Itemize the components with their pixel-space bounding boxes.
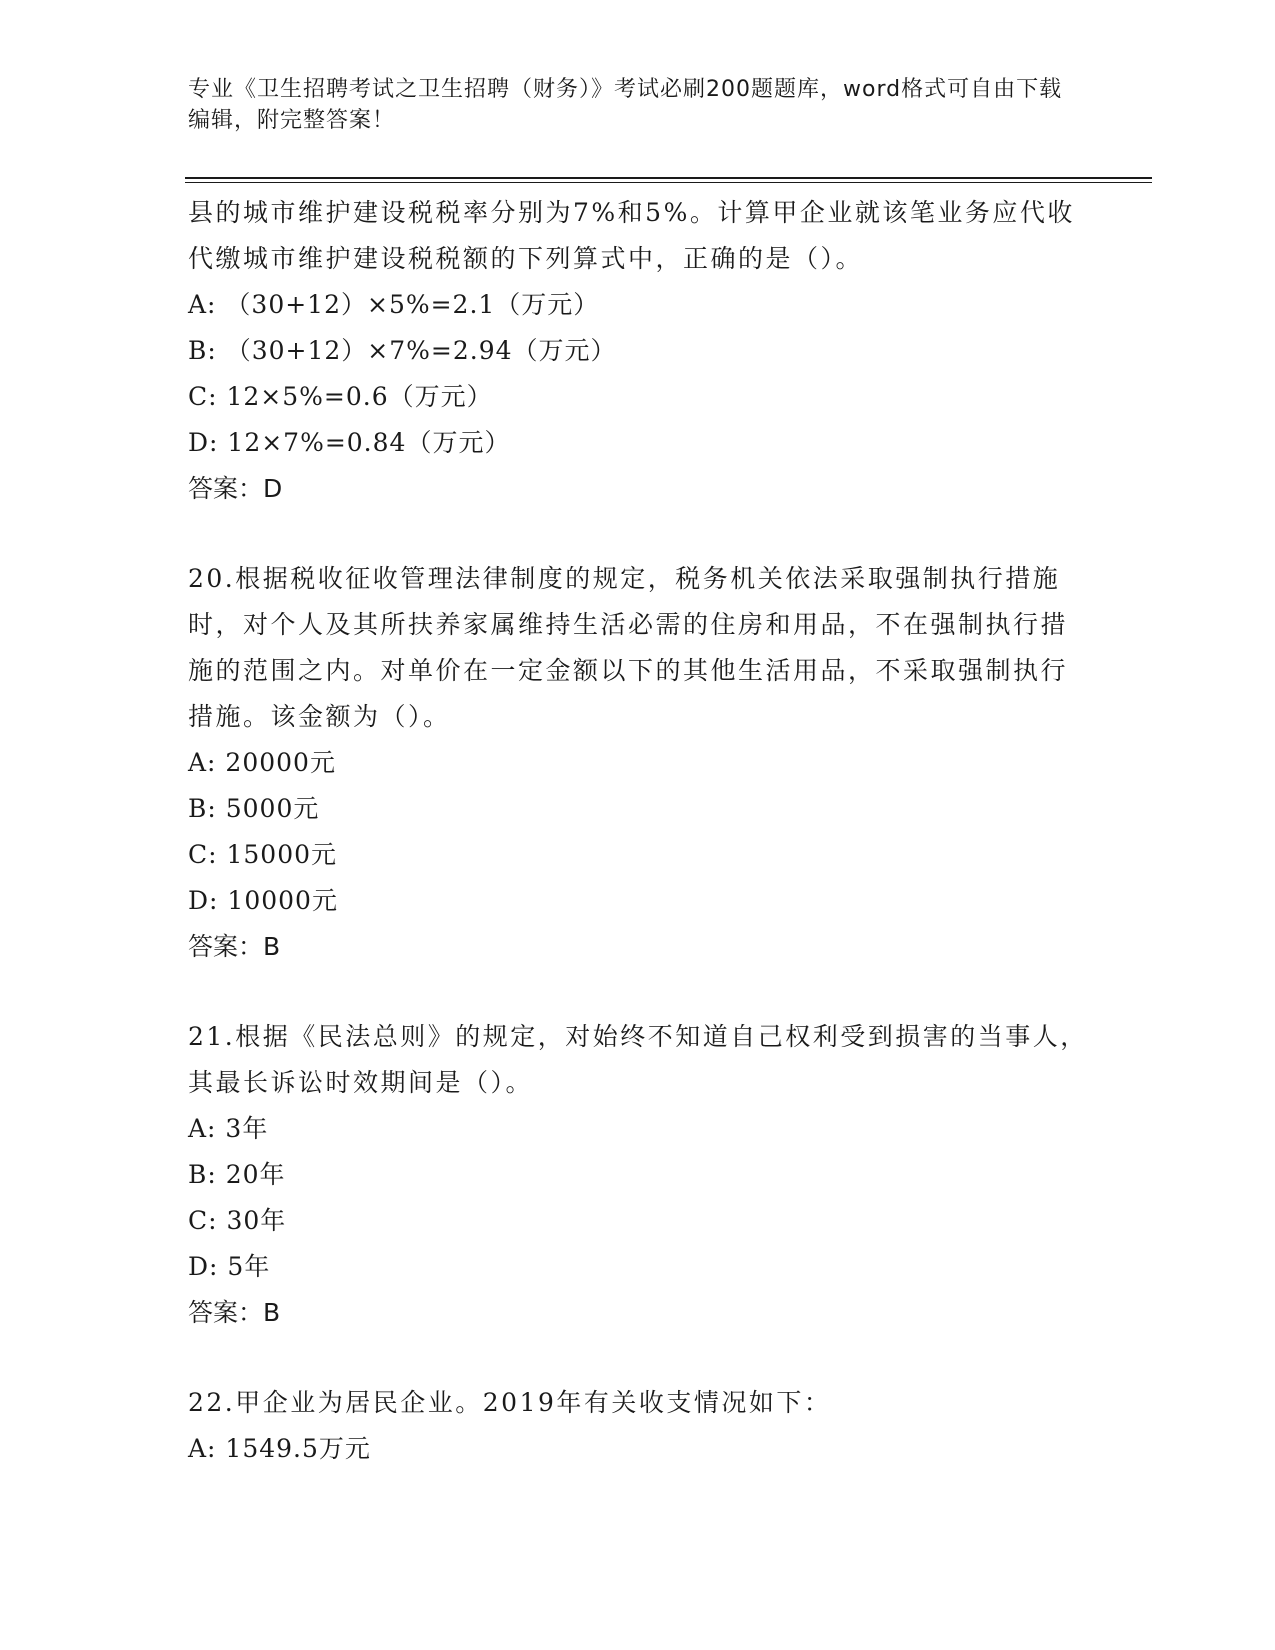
question-block [188, 556, 1088, 970]
option-c: C: 30年 [188, 1206, 287, 1235]
header-divider-thin [185, 182, 1152, 183]
option-b: B: 20年 [188, 1160, 286, 1189]
spacer [188, 1336, 1088, 1380]
page-header: 专业《卫生招聘考试之卫生招聘（财务）》考试必刷200题题库，word格式可自由下载编辑，附完整答案！ [188, 77, 1063, 133]
question-text: 20.根据税收征收管理法律制度的规定，税务机关依法采取强制执行措施时，对个人及其所扶养家属维持生活必需的住房和用品，不在强制执行措施的范围之内。对单价在一定金额以下的其他生活用品，不采取强制执行措施。该金额为（）。 [188, 564, 1069, 731]
option-a: A: 1549.5万元 [188, 1434, 371, 1463]
option-d: D: 5年 [188, 1252, 271, 1281]
answer-line: 答案：D [188, 474, 283, 503]
option-b: B: 5000元 [188, 794, 320, 823]
header-divider-thick [185, 177, 1152, 179]
question-text: 22.甲企业为居民企业。2019年有关收支情况如下： [188, 1388, 832, 1417]
question-block [188, 1014, 1088, 1336]
answer-line: 答案：B [188, 1298, 281, 1327]
question-text: 21.根据《民法总则》的规定，对始终不知道自己权利受到损害的当事人，其最长诉讼时效期间是（）。 [188, 1022, 1088, 1097]
option-a: A: 20000元 [188, 748, 336, 777]
option-b: B: （30+12）×7%=2.94（万元） [188, 336, 617, 365]
spacer [188, 512, 1088, 556]
option-c: C: 12×5%=0.6（万元） [188, 382, 493, 411]
option-d: D: 12×7%=0.84（万元） [188, 428, 511, 457]
question-list [188, 190, 1088, 1472]
question-block [188, 1380, 1088, 1472]
answer-line: 答案：B [188, 932, 281, 961]
option-d: D: 10000元 [188, 886, 338, 915]
spacer [188, 970, 1088, 1014]
option-a: A: （30+12）×5%=2.1（万元） [188, 290, 600, 319]
question-block [188, 190, 1088, 512]
question-text: 县的城市维护建设税税率分别为7%和5%。计算甲企业就该笔业务应代收代缴城市维护建设税税额的下列算式中，正确的是（）。 [188, 198, 1075, 273]
option-a: A: 3年 [188, 1114, 269, 1143]
option-c: C: 15000元 [188, 840, 338, 869]
